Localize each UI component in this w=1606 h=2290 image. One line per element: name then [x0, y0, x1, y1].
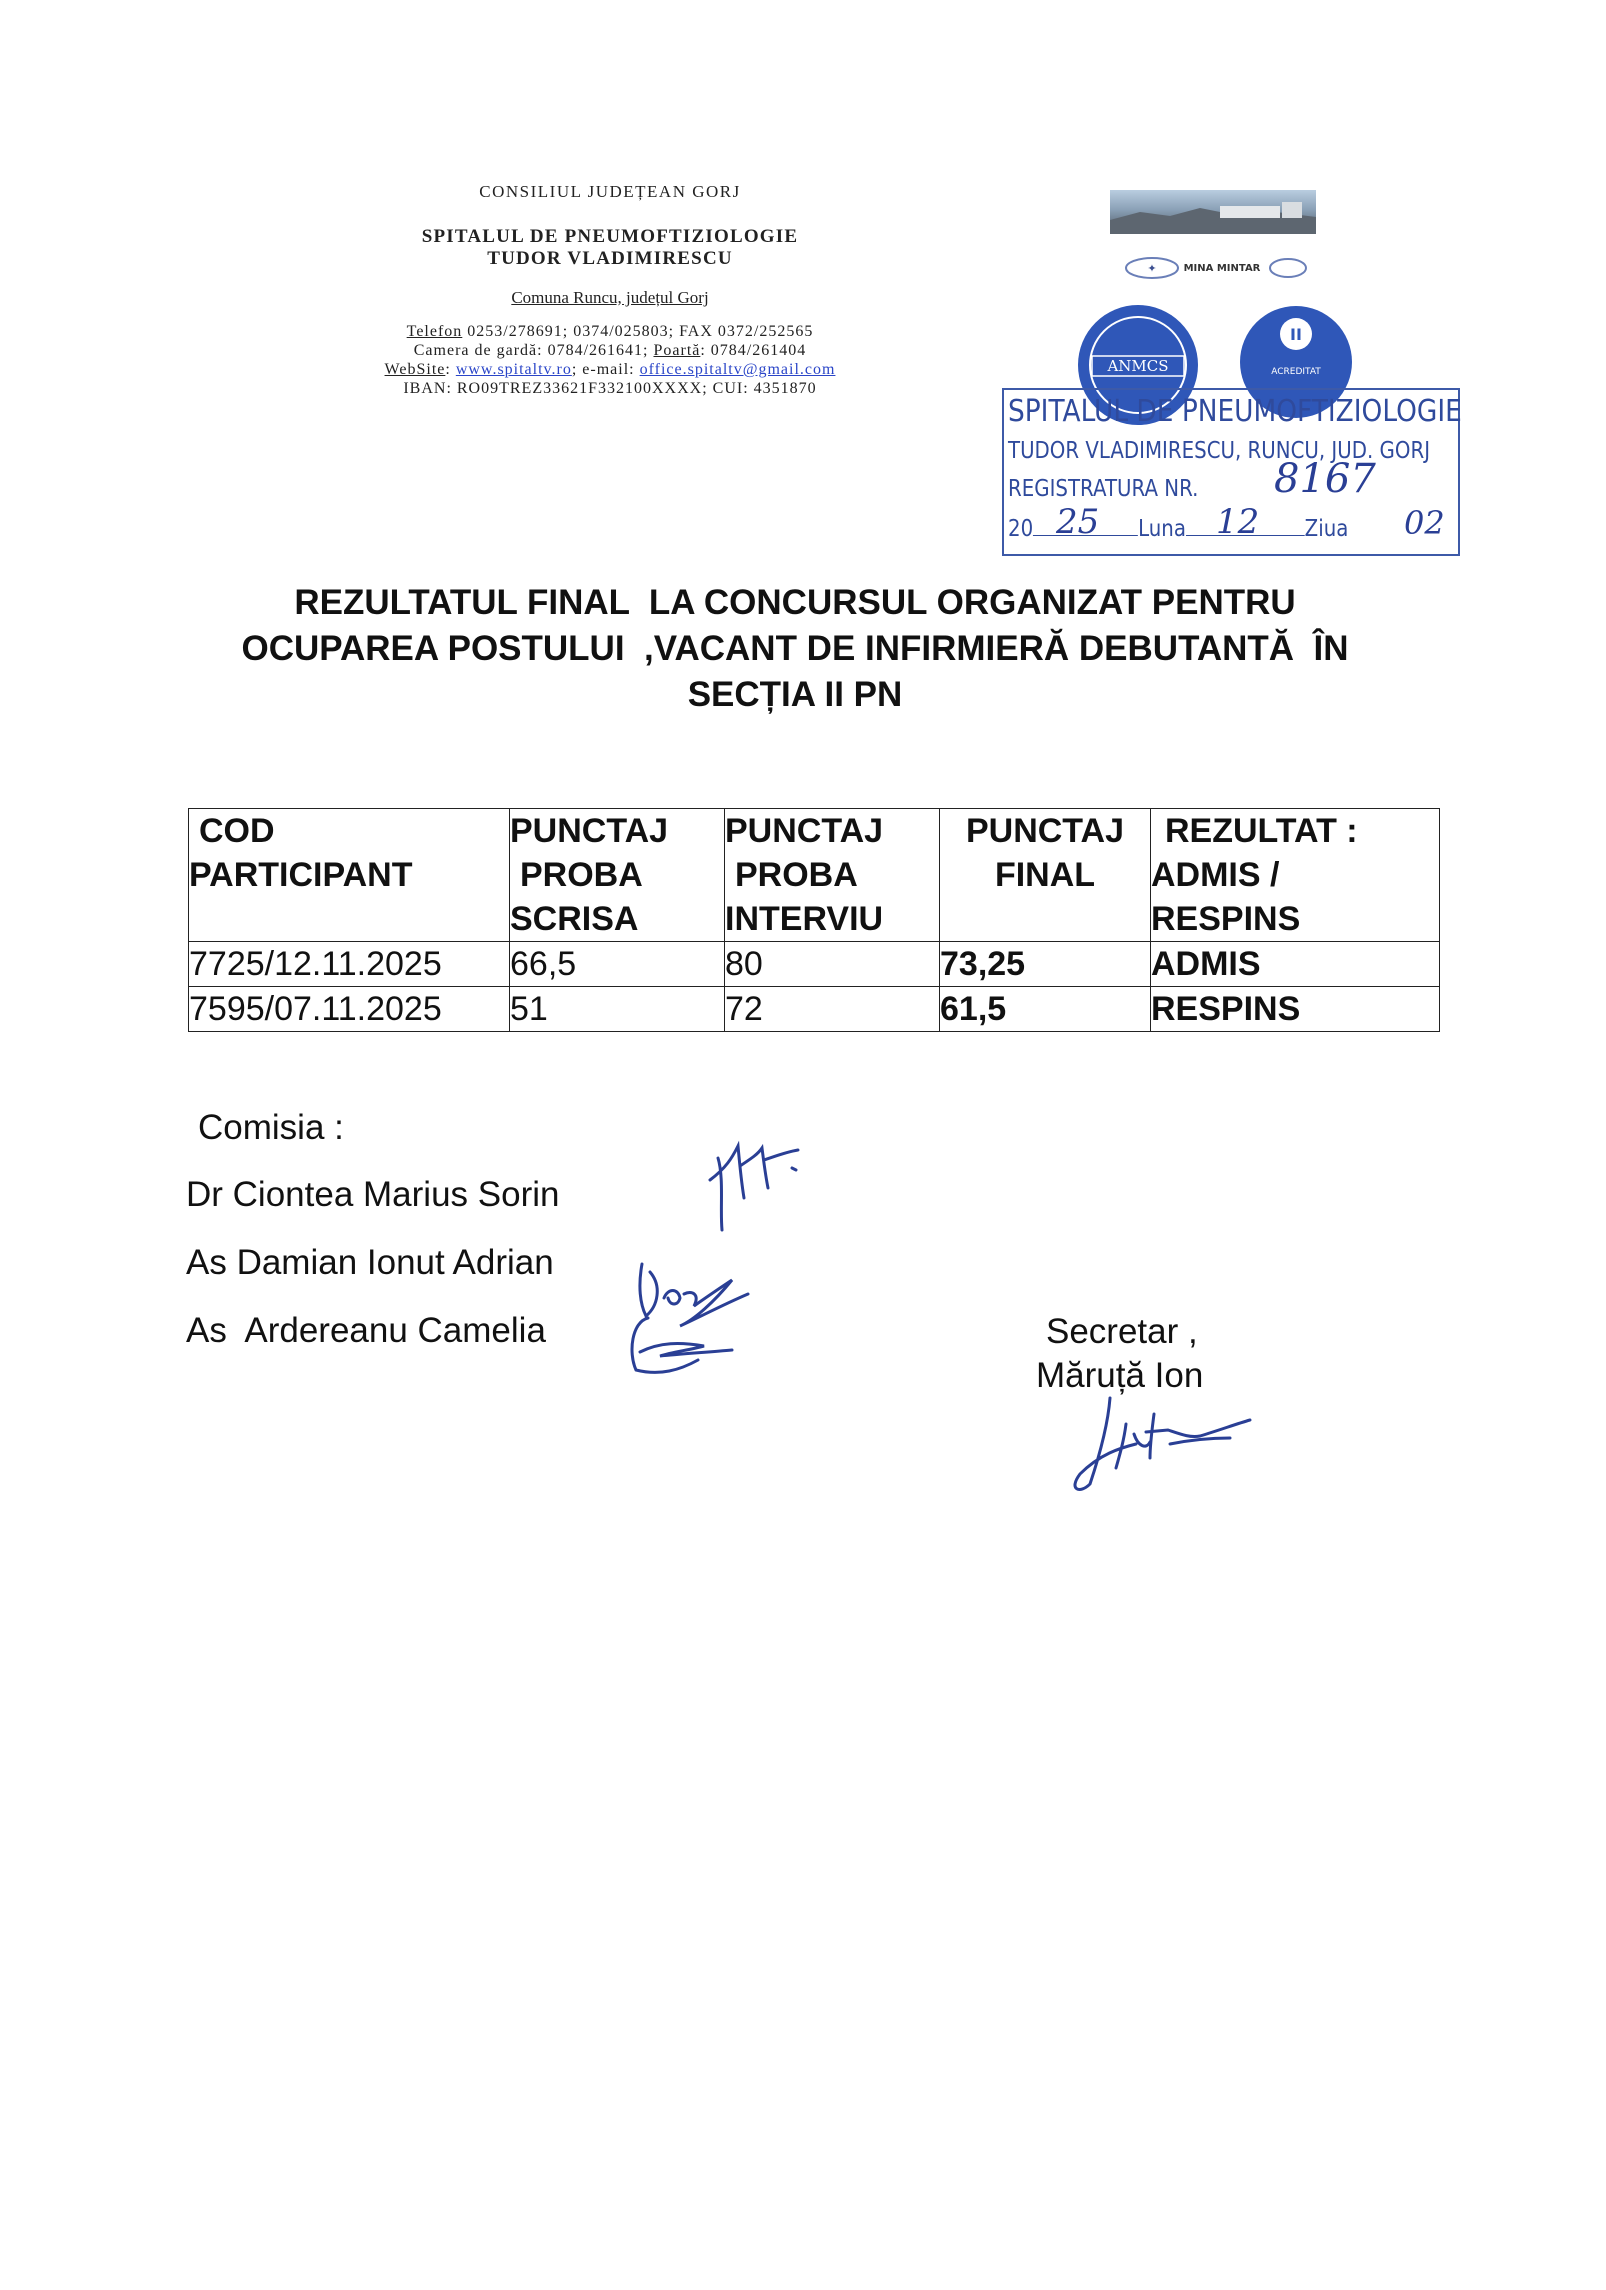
phone-label: Telefon [406, 323, 463, 340]
hospital-name-line2: TUDOR VLADIMIRESCU [487, 248, 733, 269]
svg-text:✦: ✦ [1147, 262, 1157, 275]
contact-web [280, 360, 940, 379]
header-text: PUNCTAJ [510, 812, 669, 850]
guard-label: Camera de gardă [413, 342, 538, 359]
signature-ardereanu [620, 1312, 750, 1382]
table-row [189, 987, 1440, 1032]
phone-values: 0253/278691; 0374/025803; FAX 0372/252565 [462, 323, 814, 340]
cell-result: ADMIS [1151, 942, 1440, 987]
header-text: COD [199, 812, 275, 850]
cell-score-interview: 72 [725, 987, 940, 1032]
bank-details: IBAN: RO09TREZ33621F332100XXXX; CUI: 4351870 [403, 380, 817, 397]
header-text: RESPINS [1151, 900, 1301, 938]
document-title [150, 580, 1440, 718]
gate-label: Poartă [653, 342, 701, 359]
header-rezultat [1151, 809, 1440, 942]
guard-value: : 0784/261641; [537, 342, 654, 359]
website-sep: : [445, 361, 456, 378]
header-text: ADMIS / [1151, 856, 1280, 894]
hospital-name-line1: SPITALUL DE PNEUMOFTIZIOLOGIE [421, 226, 799, 247]
stamp-line3-label: REGISTRATURA NR. [1008, 476, 1199, 502]
header-punctaj-interviu [725, 809, 940, 942]
committee-member-3: As Ardereanu Camelia [186, 1311, 546, 1350]
registry-number: 8167 [1274, 456, 1376, 502]
header-cod-participant [189, 809, 510, 942]
title-line3: SECȚIA II PN [687, 675, 903, 714]
signature-maruta [1050, 1384, 1260, 1504]
header-text: PUNCTAJ [965, 812, 1125, 850]
stamp-year-prefix: 20 [1008, 516, 1034, 542]
gate-value: : 0784/261404 [700, 342, 807, 359]
cell-score-written: 66,5 [510, 942, 725, 987]
registry-day: 02 [1404, 504, 1445, 542]
table-row [189, 942, 1440, 987]
header-text: FINAL [994, 856, 1096, 894]
committee-label: Comisia : [198, 1108, 344, 1147]
stamp-day-label: Ziua [1304, 516, 1349, 542]
header-punctaj-final [940, 809, 1151, 942]
cell-participant-code: 7725/12.11.2025 [189, 942, 510, 987]
partner-logos [1118, 254, 1314, 282]
email-label: ; e-mail: [571, 361, 640, 378]
results-table [188, 808, 1440, 1032]
committee-member-2: As Damian Ionut Adrian [186, 1243, 554, 1282]
seal-text-anmcs: ANMCS [1107, 357, 1169, 375]
cell-score-interview: 80 [725, 942, 940, 987]
signature-ciontea [680, 1138, 860, 1238]
website-link[interactable]: www.spitaltv.ro [455, 361, 572, 378]
table-header-row [189, 809, 1440, 942]
seal-badge-number: II [1290, 325, 1302, 344]
hospital-photo-logo [1110, 190, 1316, 234]
cell-participant-code: 7595/07.11.2025 [189, 987, 510, 1032]
title-line1: REZULTATUL FINAL LA CONCURSUL ORGANIZAT PENTRU [294, 583, 1296, 622]
committee-member-1: Dr Ciontea Marius Sorin [186, 1175, 560, 1214]
secretary-label: Secretar , [1046, 1312, 1198, 1351]
contact-guard [280, 341, 940, 360]
seal-badge-text: ACREDITAT [1271, 367, 1321, 377]
small-logo-text: MINA MINTAR [1183, 263, 1261, 274]
stamp-month-label: Luna [1138, 516, 1186, 542]
secretary-name: Măruță Ion [1036, 1356, 1204, 1395]
header-text: PUNCTAJ [725, 812, 884, 850]
cell-score-written: 51 [510, 987, 725, 1032]
website-label: WebSite [384, 361, 446, 378]
header-text: INTERVIU [725, 900, 884, 938]
title-line2: OCUPAREA POSTULUI ,VACANT DE INFIRMIERĂ DEBUTANTĂ ÎN [241, 629, 1349, 668]
header-punctaj-scrisa [510, 809, 725, 942]
stamp-line2: TUDOR VLADIMIRESCU, RUNCU, JUD. GORJ [1008, 438, 1431, 464]
cell-result: RESPINS [1151, 987, 1440, 1032]
header-text: SCRISA [510, 900, 639, 938]
contact-phone [280, 322, 940, 341]
registry-year: 25 [1056, 502, 1100, 542]
registry-stamp [1002, 388, 1460, 556]
header-text: PROBA [520, 856, 643, 894]
hospital-address: Comuna Runcu, județul Gorj [511, 288, 709, 307]
email-link[interactable]: office.spitaltv@gmail.com [639, 361, 836, 378]
registry-month: 12 [1216, 502, 1260, 542]
cell-score-final: 61,5 [940, 987, 1151, 1032]
council-name: CONSILIUL JUDEȚEAN GORJ [479, 182, 741, 201]
header-text: REZULTAT : [1165, 812, 1358, 850]
stamp-line1: SPITALUL DE PNEUMOFTIZIOLOGIE [1008, 394, 1462, 429]
header-text: PARTICIPANT [189, 856, 413, 894]
cell-score-final: 73,25 [940, 942, 1151, 987]
letterhead [280, 182, 940, 398]
header-text: PROBA [735, 856, 858, 894]
